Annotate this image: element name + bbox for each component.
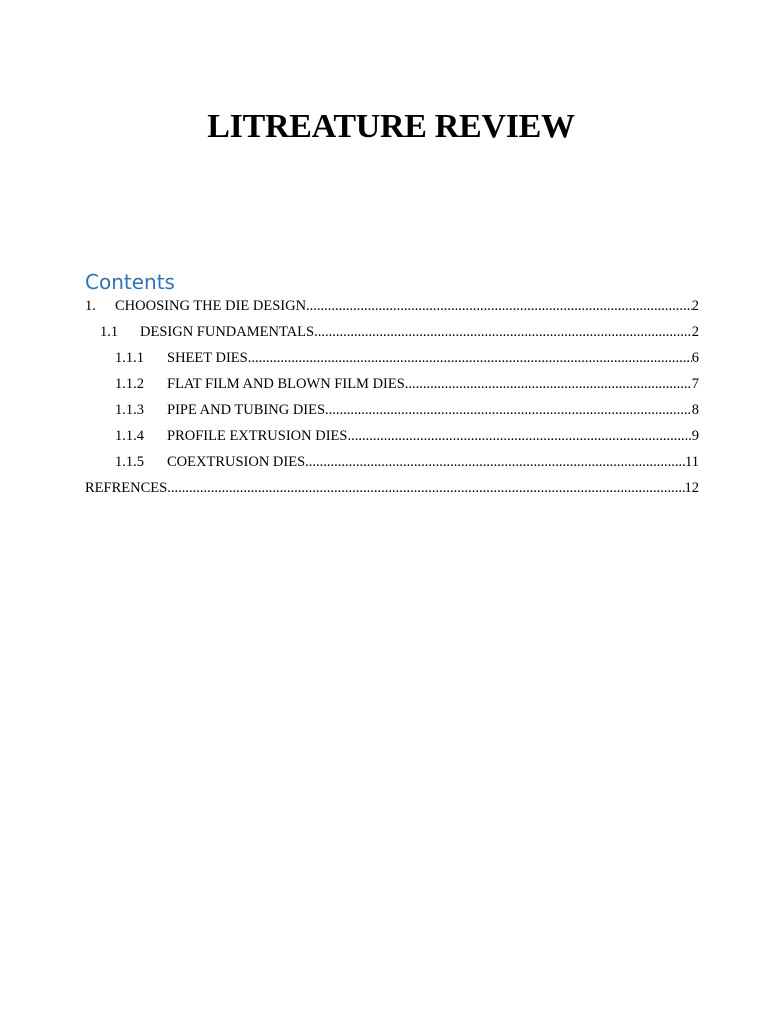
- toc-entry-page: 6: [691, 350, 699, 366]
- toc-dot-leader: [305, 449, 685, 475]
- toc-entry-page: 2: [691, 324, 699, 340]
- toc-entry-number: 1.1.5: [115, 454, 144, 470]
- toc-entry-page: 12: [684, 480, 699, 496]
- toc-entry-page: 9: [691, 428, 699, 444]
- toc-entry-number: 1.1.2: [115, 376, 144, 392]
- toc-dot-leader: [167, 475, 684, 501]
- document-title: LITREATURE REVIEW: [207, 108, 575, 145]
- toc-entry-title: FLAT FILM AND BLOWN FILM DIES: [167, 376, 405, 392]
- toc-entry-number: 1.1.4: [115, 428, 144, 444]
- toc-dot-leader: [306, 293, 692, 319]
- toc-entry-number: 1.: [85, 298, 96, 314]
- toc-dot-leader: [248, 345, 692, 371]
- toc-entry-title: COEXTRUSION DIES: [167, 454, 306, 470]
- toc-dot-leader: [325, 397, 692, 423]
- toc-entry-number: 1.1: [100, 324, 119, 340]
- toc-entry-page: 2: [691, 298, 699, 314]
- toc-entry-page: 8: [691, 402, 699, 418]
- toc-entry-choosing-the-die-design[interactable]: [85, 293, 699, 319]
- toc-entry-flat-film-and-blown-film-dies[interactable]: [85, 371, 699, 397]
- toc-entry-title: PROFILE EXTRUSION DIES: [167, 428, 348, 444]
- toc-entry-pipe-and-tubing-dies[interactable]: [85, 397, 699, 423]
- toc-entry-title: DESIGN FUNDAMENTALS: [140, 324, 315, 340]
- toc-entry-number: 1.1.1: [115, 350, 144, 366]
- toc-entry-profile-extrusion-dies[interactable]: [85, 423, 699, 449]
- toc-entry-title: SHEET DIES: [167, 350, 248, 366]
- toc-entry-page: 7: [691, 376, 699, 392]
- toc-entry-title: CHOOSING THE DIE DESIGN: [115, 298, 307, 314]
- toc-entry-title: PIPE AND TUBING DIES: [167, 402, 326, 418]
- toc-entry-refrences[interactable]: [85, 475, 699, 501]
- toc-entry-title: REFRENCES: [85, 480, 168, 496]
- toc-entry-coextrusion-dies[interactable]: [85, 449, 699, 475]
- toc-heading: Contents: [85, 270, 175, 294]
- toc-dot-leader: [314, 319, 692, 345]
- toc-dot-leader: [347, 423, 691, 449]
- table-of-contents: [85, 293, 699, 501]
- toc-dot-leader: [405, 371, 692, 397]
- toc-entry-page: 11: [685, 454, 699, 470]
- toc-entry-number: 1.1.3: [115, 402, 144, 418]
- toc-entry-design-fundamentals[interactable]: [85, 319, 699, 345]
- toc-entry-sheet-dies[interactable]: [85, 345, 699, 371]
